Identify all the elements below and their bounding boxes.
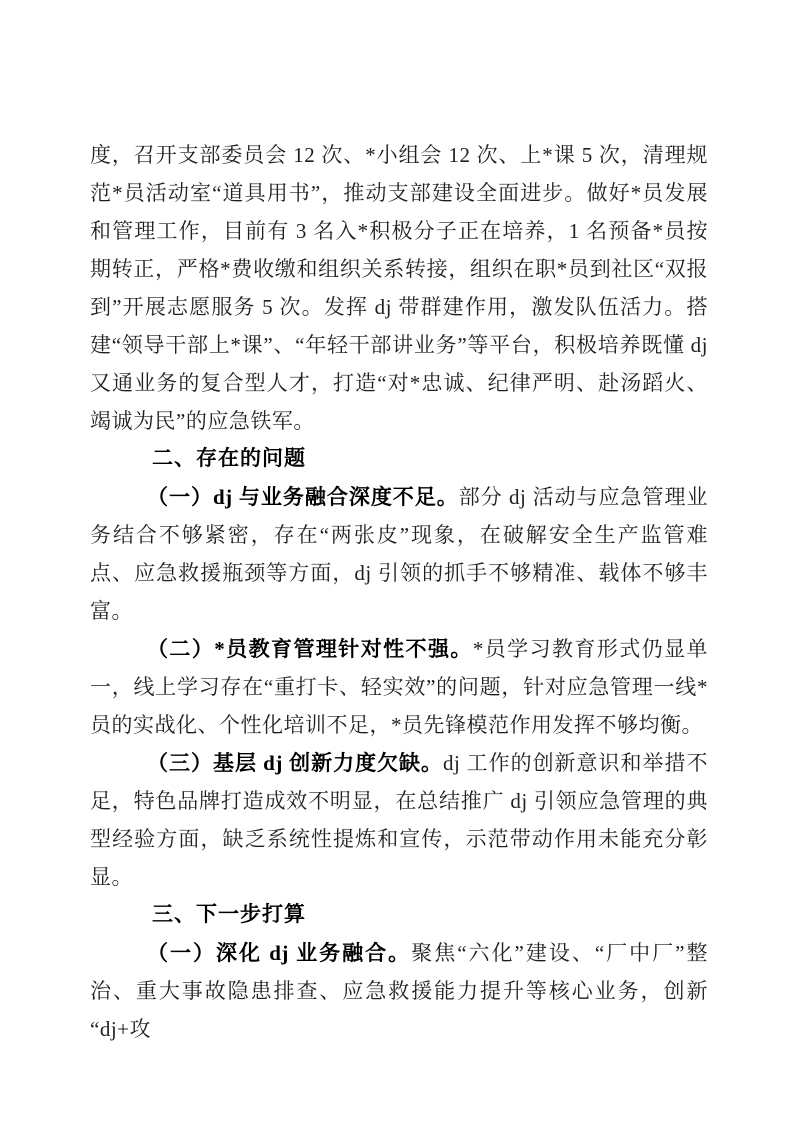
paragraph-plan-1 bbox=[90, 934, 708, 1048]
paragraph-problem-1 bbox=[90, 478, 708, 630]
paragraph-plan-1-lead: （一）深化 dj 业务融合。 bbox=[147, 941, 412, 965]
document-text-block bbox=[90, 136, 708, 1048]
paragraph-problem-1-lead: （一）dj 与业务融合深度不足。 bbox=[147, 485, 459, 509]
section-heading-problems: 二、存在的问题 bbox=[152, 447, 306, 470]
paragraph-problem-2 bbox=[90, 630, 708, 744]
paragraph-problem-3 bbox=[90, 744, 708, 896]
paragraph-problem-1-text: 部分 dj 活动与应急管理业务结合不够紧密，存在“两张皮”现象，在破解安全生产监管难点、应急救援瓶颈等方面，dj 引领的抓手不够精准、载体不够丰富。 bbox=[90, 485, 708, 623]
paragraph-problem-3-lead: （三）基层 dj 创新力度欠缺。 bbox=[147, 751, 444, 775]
paragraph-plan-1-text: 聚焦“六化”建设、“厂中厂”整治、重大事故隐患排查、应急救援能力提升等核心业务，创新“dj+攻 bbox=[90, 941, 708, 1041]
section-heading-next-steps: 三、下一步打算 bbox=[152, 903, 306, 926]
paragraph-continuation: 度，召开支部委员会 12 次、*小组会 12 次、上*课 5 次，清理规范*员活动室“道具用书”，推动支部建设全面进步。做好*员发展和管理工作，目前有 3 名入*积极分子正在培养，1 名预备*员按期转正，严格*费收缴和组织关系转接，组织在职*员到社区“双报到”开展志愿服务 5 次。发挥 dj 带群建作用，激发队伍活力。搭建“领导干部上*课”、“年轻干部讲业务”等平台，积极培养既懂 dj 又通业务的复合型人才，打造“对*忠诚、纪律严明、赴汤蹈火、竭诚为民”的应急铁军。 bbox=[90, 143, 708, 433]
paragraph-problem-2-text: *员学习教育形式仍显单一，线上学习存在“重打卡、轻实效”的问题，针对应急管理一线*员的实战化、个性化培训不足，*员先锋模范作用发挥不够均衡。 bbox=[90, 637, 709, 737]
paragraph-problem-3-text: dj 工作的创新意识和举措不足，特色品牌打造成效不明显，在总结推广 dj 引领应急管理的典型经验方面，缺乏系统性提炼和宣传，示范带动作用未能充分彰显。 bbox=[90, 751, 708, 889]
paragraph-problem-2-lead: （二）*员教育管理针对性不强。 bbox=[147, 637, 473, 661]
